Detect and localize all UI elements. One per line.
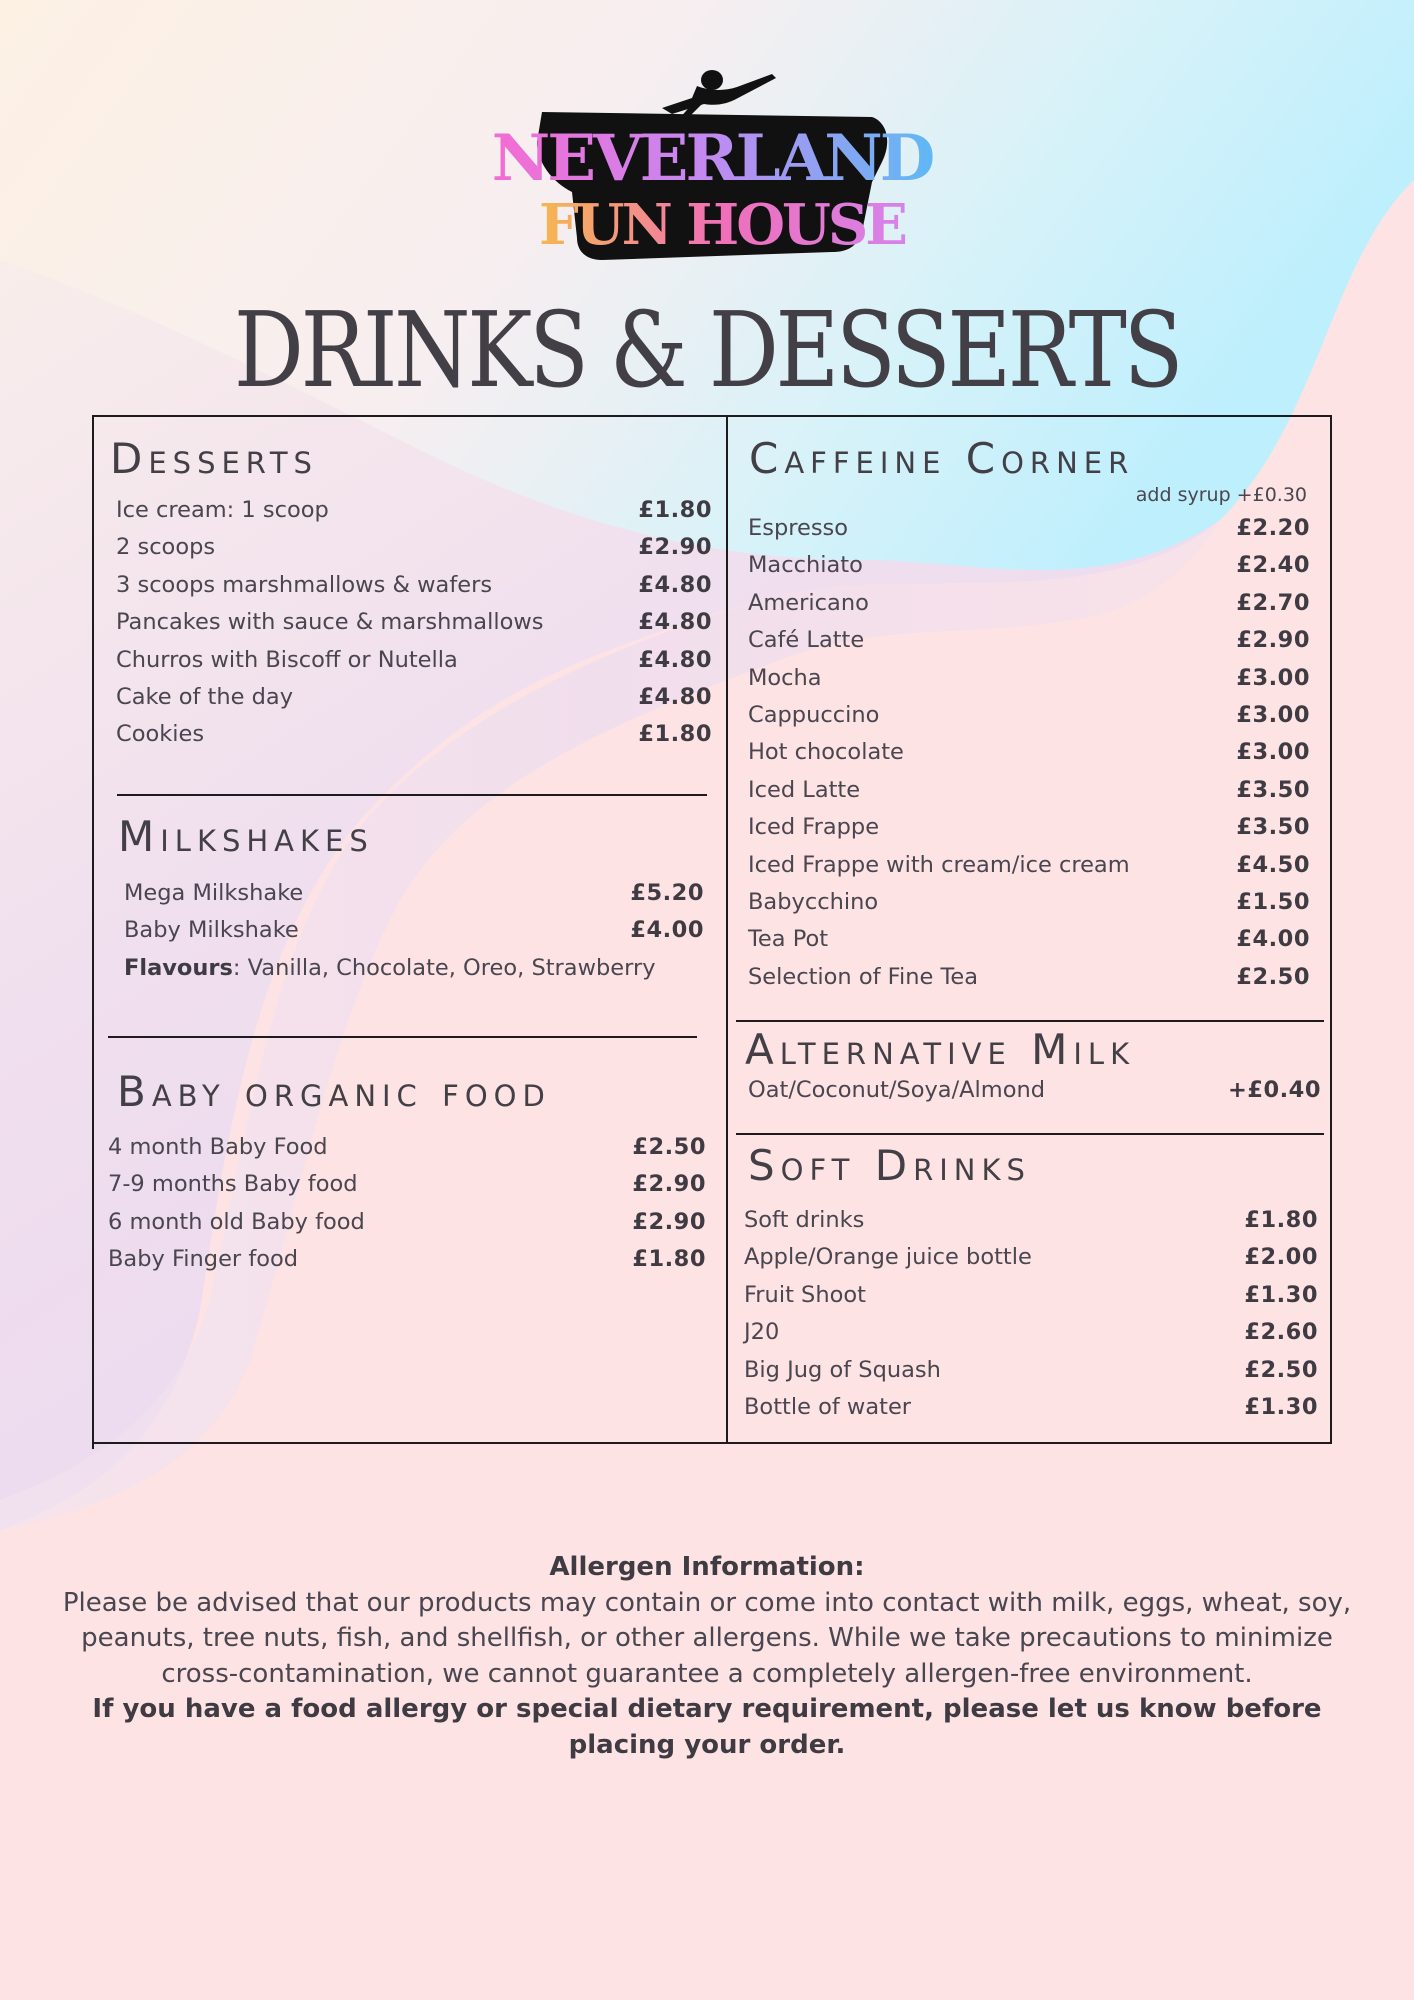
item-name: Cake of the day — [116, 683, 294, 710]
list-item — [748, 552, 1310, 589]
item-name: 6 month old Baby food — [108, 1208, 365, 1235]
item-price: £2.40 — [1236, 552, 1310, 579]
logo-text-line1: NEVERLAND — [491, 121, 933, 196]
list-item — [744, 1244, 1318, 1281]
item-price: £4.00 — [630, 917, 704, 944]
item-price: £2.50 — [632, 1134, 706, 1160]
item-price: £1.50 — [1236, 888, 1310, 915]
allergen-body: Please be advised that our products may contain or come into contact with milk, eggs, wheat, soy, peanuts, tree nuts, fish, and shellfish, or other allergens. While we take precautions to minimize cross-contamination, we cannot guarantee a completely allergen-free environment. — [62, 1587, 1352, 1689]
item-price: £4.50 — [1236, 851, 1310, 878]
item-name: Big Jug of Squash — [744, 1356, 941, 1383]
item-name: Espresso — [748, 515, 849, 541]
list-item — [748, 702, 1310, 739]
list-item — [124, 917, 704, 954]
item-price: £3.00 — [1236, 739, 1310, 766]
item-name: 7-9 months Baby food — [108, 1171, 358, 1198]
list-item — [124, 880, 704, 917]
page-title: DRINKS & DESSERTS — [233, 289, 1181, 411]
list-item — [108, 1134, 706, 1171]
alt-milk-heading: Alternative Milk — [745, 1025, 1136, 1074]
item-price: +£0.40 — [1227, 1077, 1321, 1103]
item-price: £3.50 — [1236, 776, 1310, 803]
milkshakes-list — [124, 880, 704, 955]
item-price: £4.80 — [638, 609, 712, 636]
item-price: £3.50 — [1236, 814, 1310, 841]
item-name: Mega Milkshake — [124, 880, 304, 906]
item-name: Iced Frappe with cream/ice cream — [748, 851, 1130, 878]
item-name: Fruit Shoot — [744, 1281, 866, 1308]
logo-text-line2: FUN HOUSE — [539, 192, 905, 258]
item-price: £2.50 — [1236, 963, 1310, 990]
item-price: £1.80 — [638, 721, 712, 748]
item-price: £1.80 — [632, 1246, 706, 1273]
item-price: £2.60 — [1244, 1319, 1318, 1346]
item-name: Baby Finger food — [108, 1246, 299, 1273]
milkshakes-divider — [108, 1036, 697, 1038]
list-item — [748, 777, 1310, 814]
caffeine-divider — [736, 1020, 1324, 1022]
list-item — [748, 627, 1310, 664]
list-item — [108, 1246, 706, 1283]
list-item — [116, 684, 712, 721]
item-price: £5.20 — [630, 880, 704, 906]
item-name: 3 scoops marshmallows & wafers — [116, 571, 493, 598]
item-price: £1.30 — [1244, 1281, 1318, 1308]
desserts-list — [116, 497, 712, 759]
item-name: Selection of Fine Tea — [748, 963, 979, 990]
list-item — [108, 1209, 706, 1246]
list-item — [116, 572, 712, 609]
milkshakes-heading: Milkshakes — [118, 812, 374, 861]
list-item — [748, 814, 1310, 851]
list-item — [744, 1282, 1318, 1319]
item-name: Iced Latte — [748, 776, 861, 803]
alt-milk-divider — [736, 1133, 1324, 1135]
item-name: 4 month Baby Food — [108, 1134, 328, 1160]
item-name: Baby Milkshake — [124, 917, 299, 944]
item-price: £4.00 — [1236, 926, 1310, 953]
brand-logo — [491, 62, 933, 292]
flavours-list: : Vanilla, Chocolate, Oreo, Strawberry — [232, 955, 656, 981]
item-name: Mocha — [748, 664, 822, 691]
flavours-line — [124, 955, 656, 981]
item-name: Pancakes with sauce & marshmallows — [116, 609, 544, 636]
item-price: £1.30 — [1244, 1393, 1318, 1420]
caffeine-heading: Caffeine Corner — [749, 434, 1135, 483]
alt-milk-list — [748, 1077, 1321, 1114]
item-price: £4.80 — [638, 646, 712, 673]
menu-frame-top — [92, 415, 1332, 417]
item-name: Cookies — [116, 721, 205, 748]
item-name: Babycchino — [748, 888, 879, 915]
item-name: Macchiato — [748, 552, 863, 579]
list-item — [116, 609, 712, 646]
list-item — [748, 852, 1310, 889]
list-item — [116, 534, 712, 571]
menu-frame-center — [726, 415, 728, 1444]
item-price: £2.90 — [632, 1208, 706, 1235]
item-price: £2.20 — [1236, 515, 1310, 541]
item-name: Tea Pot — [748, 926, 829, 953]
list-item — [744, 1357, 1318, 1394]
desserts-heading: Desserts — [110, 434, 318, 483]
list-item — [748, 1077, 1321, 1114]
soft-drinks-list — [744, 1207, 1318, 1431]
item-name: Churros with Biscoff or Nutella — [116, 646, 458, 673]
allergen-info — [40, 1550, 1374, 1763]
soft-drinks-heading: Soft Drinks — [748, 1141, 1031, 1190]
list-item — [116, 497, 712, 534]
list-item — [748, 590, 1310, 627]
baby-food-list — [108, 1134, 706, 1284]
item-name: Iced Frappe — [748, 814, 880, 841]
allergen-title: Allergen Information: — [549, 1552, 865, 1582]
list-item — [108, 1171, 706, 1208]
item-name: Oat/Coconut/Soya/Almond — [748, 1077, 1046, 1103]
item-price: £2.90 — [638, 534, 712, 561]
list-item — [748, 739, 1310, 776]
item-price: £2.00 — [1244, 1244, 1318, 1271]
item-price: £3.00 — [1236, 701, 1310, 728]
desserts-divider — [117, 794, 707, 796]
item-price: £2.90 — [632, 1171, 706, 1198]
item-price: £4.80 — [638, 571, 712, 598]
list-item — [116, 647, 712, 684]
item-name: Café Latte — [748, 627, 865, 654]
item-price: £2.70 — [1236, 589, 1310, 616]
syrup-note: add syrup +£0.30 — [1135, 484, 1307, 506]
menu-frame-right — [1330, 415, 1332, 1444]
list-item — [744, 1207, 1318, 1244]
item-price: £4.80 — [638, 683, 712, 710]
item-name: Cappuccino — [748, 701, 880, 728]
list-item — [748, 665, 1310, 702]
logo-graphic — [491, 62, 933, 292]
item-price: £2.90 — [1236, 627, 1310, 654]
list-item — [748, 889, 1310, 926]
item-price: £3.00 — [1236, 664, 1310, 691]
list-item — [748, 964, 1310, 1001]
allergen-notice: If you have a food allergy or special dietary requirement, please let us know before placing your order. — [92, 1694, 1322, 1760]
item-name: Ice cream: 1 scoop — [116, 497, 329, 523]
list-item — [116, 721, 712, 758]
item-name: Hot chocolate — [748, 739, 904, 766]
item-price: £1.80 — [638, 497, 712, 523]
item-name: Americano — [748, 589, 869, 616]
list-item — [748, 515, 1310, 552]
item-name: Bottle of water — [744, 1393, 912, 1420]
item-price: £1.80 — [1244, 1207, 1318, 1233]
flavours-label: Flavours — [124, 955, 233, 981]
item-name: J20 — [744, 1319, 780, 1346]
baby-food-heading: Baby organic food — [117, 1067, 551, 1116]
item-name: Soft drinks — [744, 1207, 865, 1233]
menu-frame-bottom — [92, 1442, 1332, 1444]
item-price: £2.50 — [1244, 1356, 1318, 1383]
list-item — [744, 1319, 1318, 1356]
list-item — [744, 1394, 1318, 1431]
caffeine-list — [748, 515, 1310, 1001]
menu-frame-left — [92, 415, 94, 1449]
list-item — [748, 926, 1310, 963]
item-name: 2 scoops — [116, 534, 216, 561]
item-name: Apple/Orange juice bottle — [744, 1244, 1032, 1271]
